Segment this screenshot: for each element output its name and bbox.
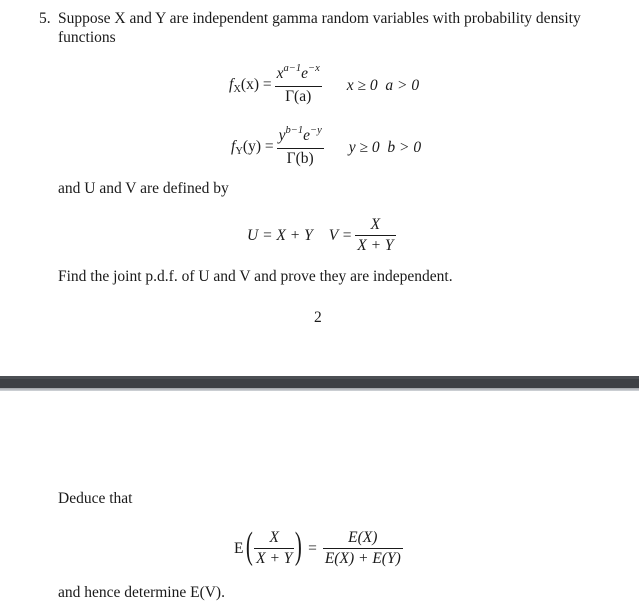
left-paren: (	[246, 525, 254, 567]
right-paren: )	[295, 525, 303, 567]
fy-fraction: $\frac{y^{b-1}e^{-y}}{\Gamma(b)}$	[278, 124, 322, 167]
page-divider	[0, 376, 639, 391]
final-text: and hence determine E(V).	[58, 584, 225, 601]
inner-fraction: $\frac{X}{X + Y}$	[256, 528, 293, 567]
fy-condition: y ≥ 0 b > 0	[348, 138, 422, 156]
problem-number: 5.	[39, 10, 51, 27]
v-lhs: V =	[328, 226, 353, 244]
document-page-2	[0, 391, 639, 608]
fy-equation	[231, 124, 421, 170]
page-number: 2	[314, 309, 322, 326]
u-definition: U = X + Y	[247, 226, 313, 244]
deduce-text: Deduce that	[58, 490, 133, 507]
intro-line-2: functions	[58, 29, 116, 46]
rhs-fraction: $\frac{E(X)}{E(X) + E(Y)}$	[324, 528, 401, 567]
uv-definition	[247, 214, 399, 256]
fx-fraction: $\frac{x^{a-1}e^{-x}}{\Gamma(a)}$	[276, 62, 320, 105]
fx-condition: x ≥ 0 a > 0	[346, 76, 420, 94]
fy-lhs: fY(y) =	[231, 137, 274, 157]
fx-equation	[229, 62, 419, 108]
fx-lhs: fX(x) =	[229, 75, 272, 95]
defined-by-text: and U and V are defined by	[58, 180, 229, 197]
equals-sign: =	[308, 539, 317, 557]
v-fraction: $\frac{X}{X + Y}$	[357, 215, 394, 254]
expectation-operator: E	[234, 539, 244, 557]
task-text: Find the joint p.d.f. of U and V and prove they are independent.	[58, 268, 453, 285]
expectation-equation	[234, 525, 406, 571]
intro-line-1: Suppose X and Y are independent gamma random variables with probability density	[58, 10, 581, 27]
